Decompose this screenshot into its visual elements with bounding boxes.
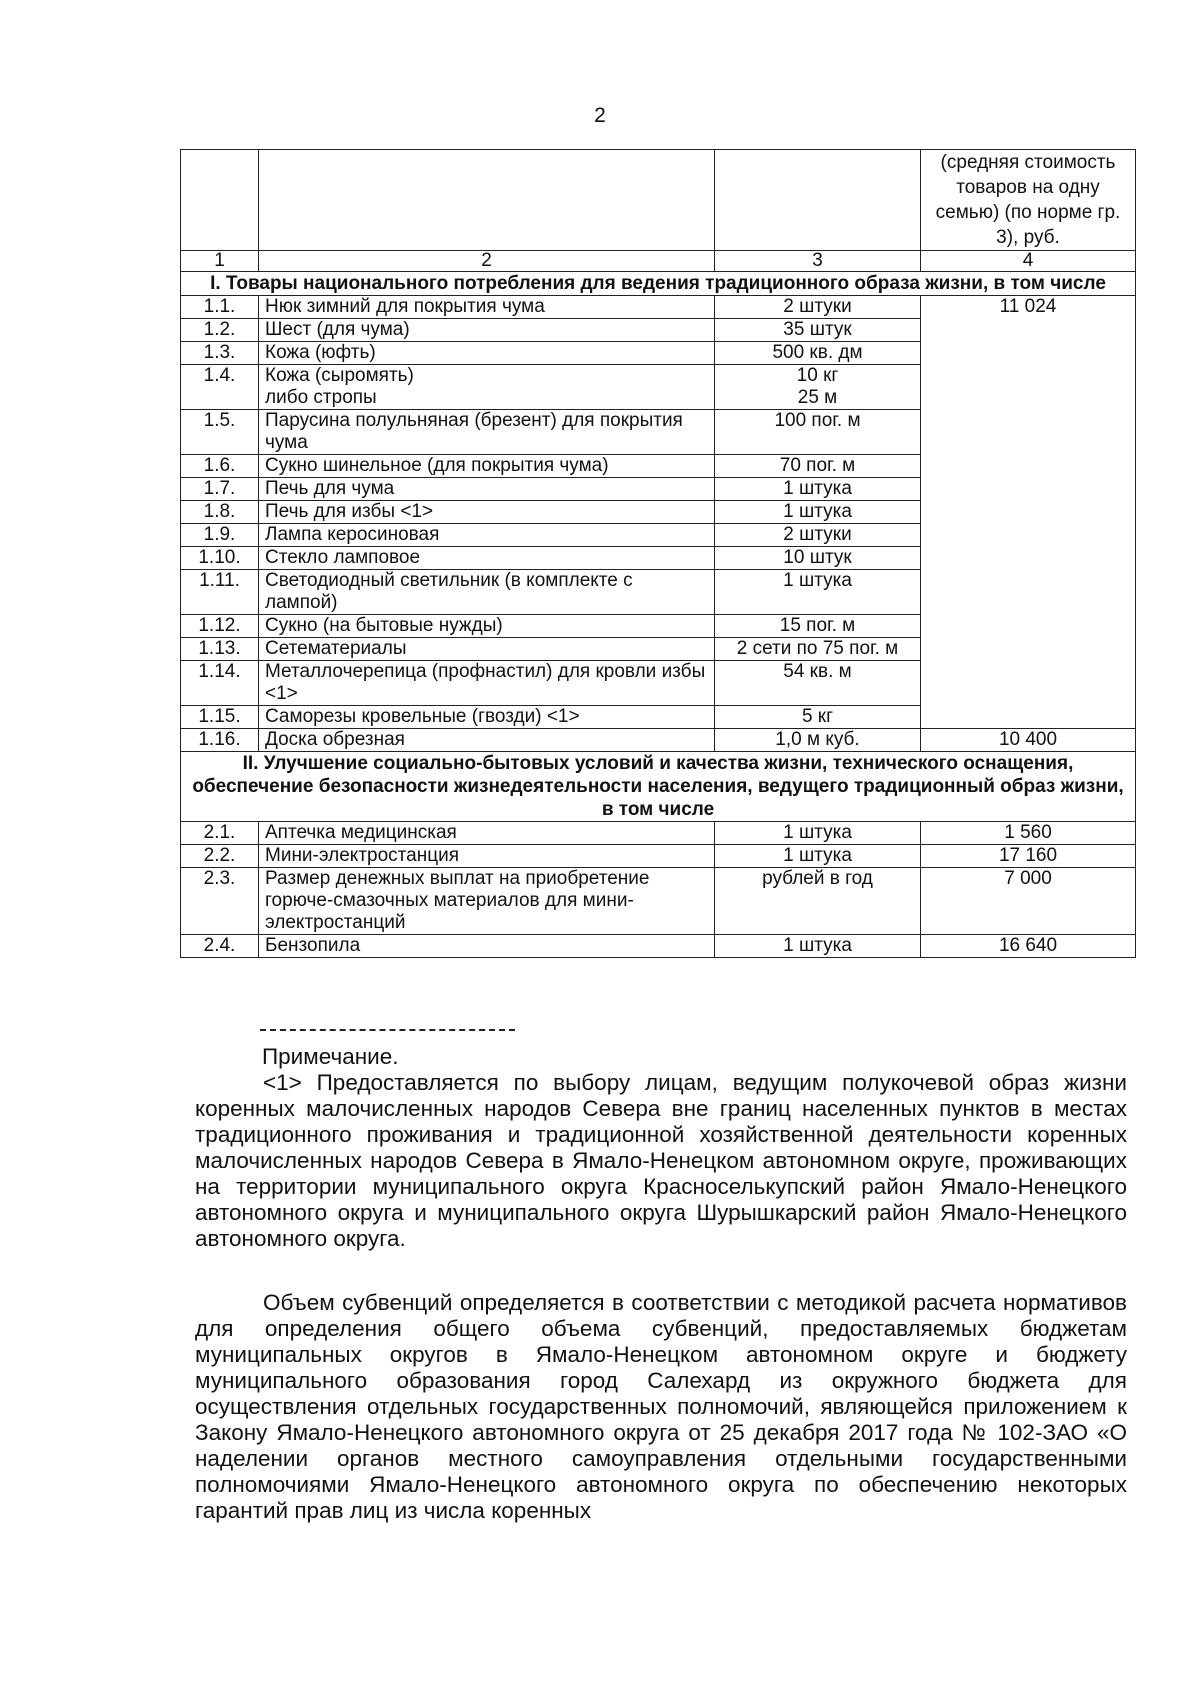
item-quantity: 70 пог. м [715,455,921,478]
item-quantity: рублей в год [715,868,921,935]
row-number: 1.15. [181,706,259,729]
item-name: Парусина полульняная (брезент) для покрытия чума [259,410,715,455]
item-quantity: 2 сети по 75 пог. м [715,638,921,661]
item-cost: 7 000 [921,868,1136,935]
row-number: 1.8. [181,501,259,524]
row-number: 1.16. [181,729,259,752]
item-quantity: 35 штук [715,319,921,342]
footnote-separator [260,1029,515,1031]
item-name: Нюк зимний для покрытия чума [259,296,715,319]
item-quantity: 2 штуки [715,524,921,547]
column-number: 3 [715,251,921,272]
item-quantity: 15 пог. м [715,615,921,638]
item-name: Мини-электростанция [259,845,715,868]
item-name: Сукно шинельное (для покрытия чума) [259,455,715,478]
item-quantity [715,365,921,410]
section-2-heading-row [181,752,1136,822]
cell-line: Кожа (сыромять) [265,365,414,386]
item-name: Стекло ламповое [259,547,715,570]
row-number: 1.3. [181,342,259,365]
item-quantity: 1 штука [715,570,921,615]
item-quantity: 1 штука [715,501,921,524]
item-name: Печь для чума [259,478,715,501]
table-row [181,296,1136,319]
item-name: Лампа керосиновая [259,524,715,547]
row-number: 1.2. [181,319,259,342]
item-quantity: 5 кг [715,706,921,729]
row-number: 1.9. [181,524,259,547]
item-name: Шест (для чума) [259,319,715,342]
item-name [259,365,715,410]
row-number: 2.1. [181,822,259,845]
item-name: Светодиодный светильник (в комплекте с лампой) [259,570,715,615]
item-name: Сетематериалы [259,638,715,661]
column-number: 4 [921,251,1136,272]
section-2-title: II. Улучшение социально-бытовых условий и качества жизни, технического оснащения, обеспечение безопасности жизнедеятельности населения, ведущего традиционный образ жизни, в том числе [181,752,1136,822]
item-name: Металлочерепица (профнастил) для кровли избы <1> [259,661,715,706]
table-row [181,868,1136,935]
goods-table [180,149,1136,958]
item-cost: 17 160 [921,845,1136,868]
item-cost: 1 560 [921,822,1136,845]
table-row [181,729,1136,752]
item-quantity: 1 штука [715,478,921,501]
item-quantity: 1 штука [715,935,921,958]
item-name: Кожа (юфть) [259,342,715,365]
column-number-row [181,251,1136,272]
item-quantity: 1 штука [715,822,921,845]
table-row [181,845,1136,868]
table-row [181,935,1136,958]
section-1-heading-row [181,272,1136,296]
row-number: 1.7. [181,478,259,501]
item-name: Размер денежных выплат на приобретение горюче-смазочных материалов для мини-электростанций [259,868,715,935]
cell-line: 10 кг [796,365,839,386]
section-1-title: I. Товары национального потребления для ведения традиционного образа жизни, в том числе [181,272,1136,296]
item-cost: 10 400 [921,729,1136,752]
item-quantity: 100 пог. м [715,410,921,455]
row-number: 1.4. [181,365,259,410]
note-title: Примечание. [262,1044,399,1069]
column-number: 1 [181,251,259,272]
column-4-header: (средняя стоимость товаров на одну семью) (по норме гр. 3), руб. [921,150,1136,251]
row-number: 1.14. [181,661,259,706]
item-name: Бензопила [259,935,715,958]
row-number: 1.13. [181,638,259,661]
item-name: Сукно (на бытовые нужды) [259,615,715,638]
row-number: 2.2. [181,845,259,868]
table-row [181,822,1136,845]
cell-line: либо стропы [265,387,377,408]
row-number: 1.12. [181,615,259,638]
body-paragraph: Объем субвенций определяется в соответствии с методикой расчета нормативов для определения общего объема субвенций, предоставляемых бюджетам муниципальных округов в Ямало-Ненецком автономном округе и бюджету муниципального образования город Салехард из окружного бюджета для осуществления отдельных государственных полномочий, являющейся приложением к Закону Ямало-Ненецкого автономного округа от 25 декабря 2017 года № 102-ЗАО «О наделении органов местного самоуправления отдельными государственными полномочиями Ямало-Ненецкого автономного округа по обеспечению некоторых гарантий прав лиц из числа коренных [195,1290,1127,1523]
row-number: 2.4. [181,935,259,958]
cell-line: 25 м [797,387,838,408]
item-quantity: 10 штук [715,547,921,570]
row-number: 1.5. [181,410,259,455]
item-quantity: 500 кв. дм [715,342,921,365]
table-header-row [181,150,1136,251]
item-cost: 11 024 [921,296,1136,729]
row-number: 1.6. [181,455,259,478]
item-quantity: 54 кв. м [715,661,921,706]
item-quantity: 2 штуки [715,296,921,319]
item-name: Доска обрезная [259,729,715,752]
row-number: 1.1. [181,296,259,319]
column-number: 2 [259,251,715,272]
item-cost: 16 640 [921,935,1136,958]
row-number: 1.11. [181,570,259,615]
row-number: 1.10. [181,547,259,570]
item-name: Саморезы кровельные (гвозди) <1> [259,706,715,729]
footnote-paragraph: <1> Предоставляется по выбору лицам, ведущим полукочевой образ жизни коренных малочисленных народов Севера вне границ населенных пунктов в местах традиционного проживания и традиционной хозяйственной деятельности коренных малочисленных народов Севера в Ямало-Ненецком автономном округе, проживающих на территории муниципального округа Красноселькупский район Ямало-Ненецкого автономного округа и муниципального округа Шурышкарский район Ямало-Ненецкого автономного округа. [195,1070,1127,1251]
item-quantity: 1,0 м куб. [715,729,921,752]
row-number: 2.3. [181,868,259,935]
item-name: Аптечка медицинская [259,822,715,845]
page-number: 2 [594,104,606,127]
item-quantity: 1 штука [715,845,921,868]
item-name: Печь для избы <1> [259,501,715,524]
